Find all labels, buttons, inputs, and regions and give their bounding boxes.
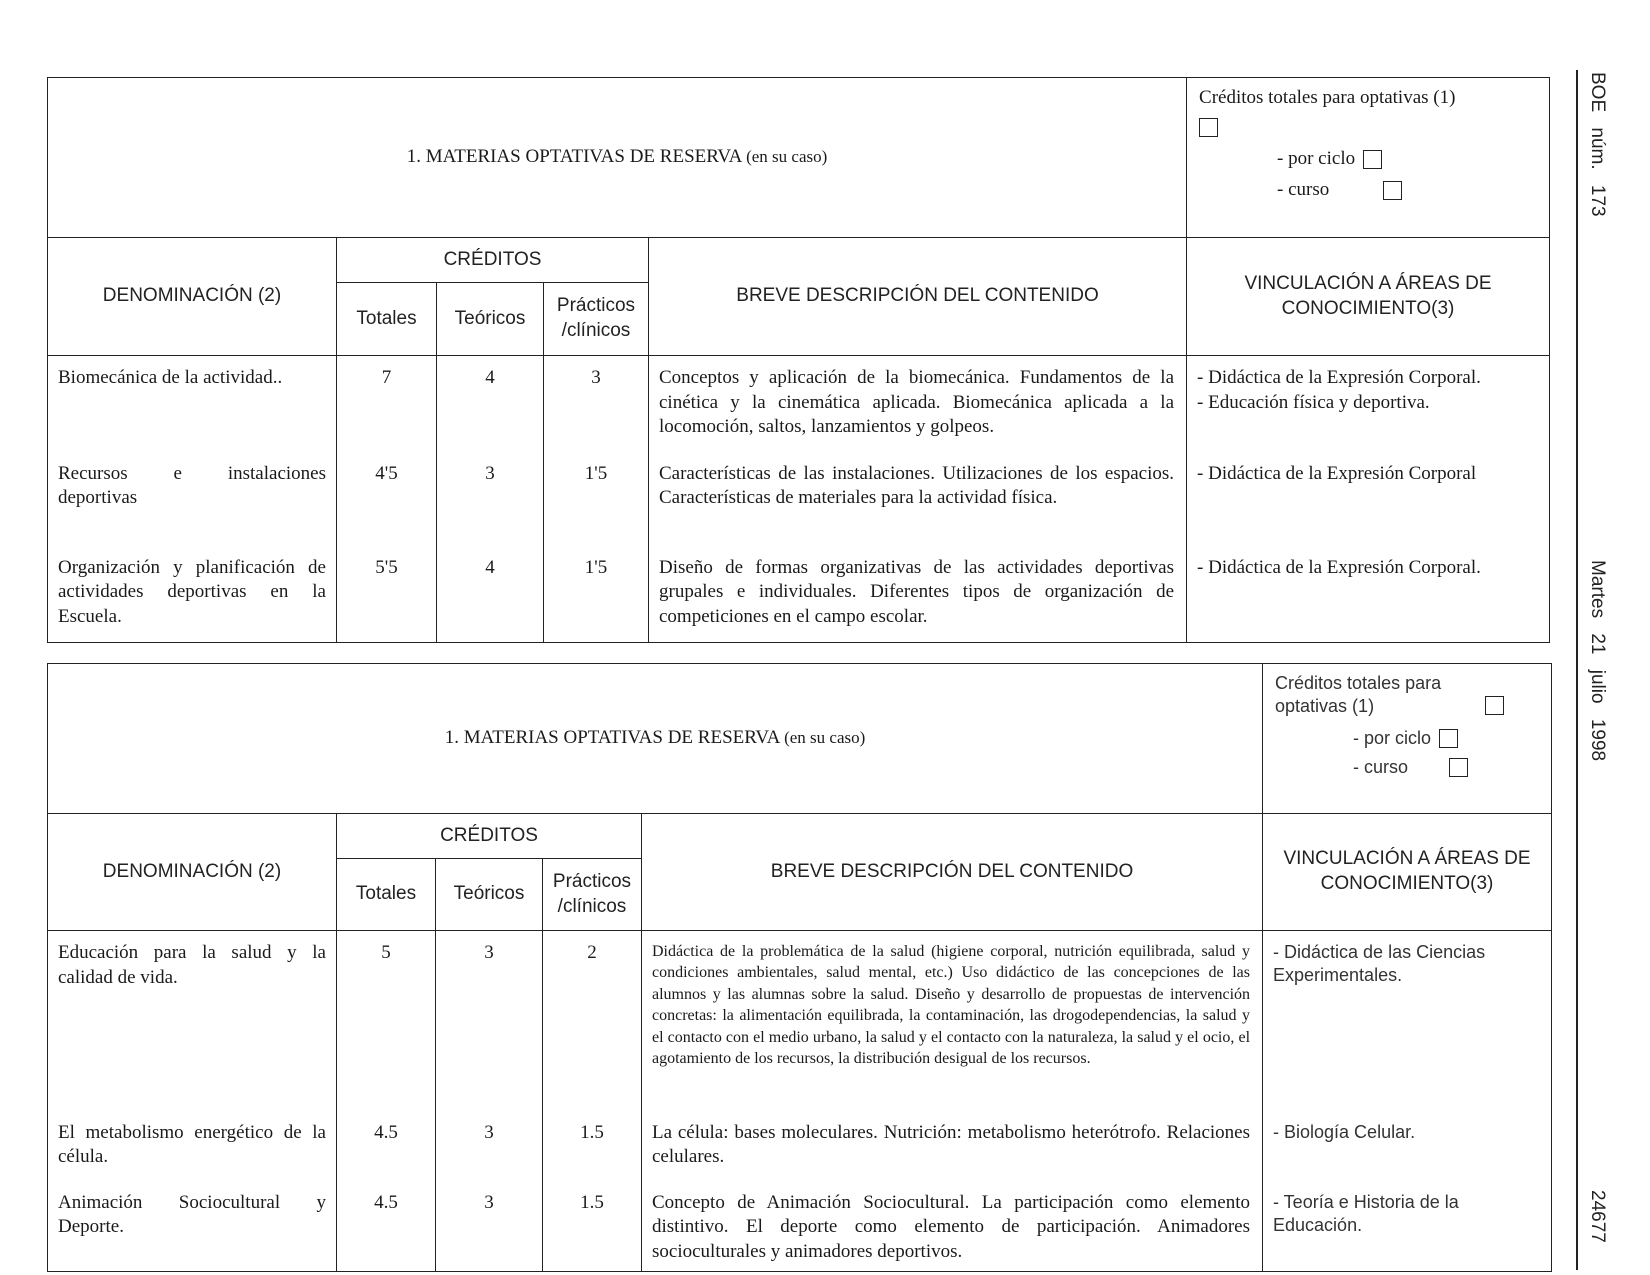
row-areas <box>1187 356 1550 452</box>
header-practicos: Prácticos /clínicos <box>543 859 642 931</box>
header-totales: Totales <box>337 283 437 356</box>
header-creditos: CRÉDITOS <box>337 814 642 859</box>
row-practicos: 1.5 <box>543 1181 642 1272</box>
row-practicos: 1.5 <box>543 1111 642 1181</box>
por-ciclo-label: - por ciclo <box>1353 727 1432 748</box>
row-name: Educación para la salud y la calidad de vida. <box>48 931 337 1111</box>
row-name: Recursos e instalaciones deportivas <box>48 452 337 546</box>
curso-checkbox[interactable] <box>1449 758 1468 777</box>
por-ciclo-label: - por ciclo <box>1277 148 1356 170</box>
journal-number: BOE núm. 173 <box>1587 72 1608 217</box>
row-areas <box>1263 1111 1552 1181</box>
row-totales: 4.5 <box>337 1111 436 1181</box>
header-teoricos: Teóricos <box>437 283 544 356</box>
row-teoricos: 3 <box>436 1181 543 1272</box>
table-title: 1. MATERIAS OPTATIVAS DE RESERVA (en su caso) <box>48 664 1263 814</box>
row-teoricos: 3 <box>436 1111 543 1181</box>
area-item: - Didáctica de las Ciencias Experimentales. <box>1273 942 1486 986</box>
row-description: Conceptos y aplicación de la biomecánica. Fundamentos de la cinética y la cinemática aplicada. Biomecánica aplicada a la locomoción, saltos, lanzamientos y golpeos. <box>649 356 1187 452</box>
header-vinculacion: VINCULACIÓN A ÁREAS DE CONOCIMIENTO(3) <box>1263 814 1552 931</box>
row-name: Biomecánica de la actividad.. <box>48 356 337 452</box>
row-teoricos: 3 <box>436 931 543 1111</box>
header-practicos: Prácticos /clínicos <box>544 283 649 356</box>
row-areas <box>1263 931 1552 1111</box>
header-denominacion: DENOMINACIÓN (2) <box>48 814 337 931</box>
margin-rule <box>1576 70 1578 1270</box>
total-checkbox[interactable] <box>1485 696 1504 715</box>
row-teoricos: 4 <box>437 546 544 643</box>
table-title: 1. MATERIAS OPTATIVAS DE RESERVA (en su caso) <box>48 78 1187 238</box>
row-description: Concepto de Animación Sociocultural. La participación como elemento distintivo. El deporte como elemento de participación. Animadores socioculturales y animadores deportivos. <box>642 1181 1263 1272</box>
area-item: - Didáctica de la Expresión Corporal. <box>1197 556 1481 578</box>
header-descripcion: BREVE DESCRIPCIÓN DEL CONTENIDO <box>649 238 1187 356</box>
row-description: Características de las instalaciones. Utilizaciones de los espacios. Características de materiales para la actividad física. <box>649 452 1187 546</box>
row-totales: 4'5 <box>337 452 437 546</box>
optativas-credits-box <box>1263 664 1552 814</box>
row-description: Diseño de formas organizativas de las actividades deportivas grupales e individuales. Diferentes tipos de organización de competiciones en el campo escolar. <box>649 546 1187 643</box>
area-item: - Didáctica de la Expresión Corporal. <box>1197 367 1481 388</box>
row-practicos: 3 <box>544 356 649 452</box>
header-totales: Totales <box>337 859 436 931</box>
row-totales: 5'5 <box>337 546 437 643</box>
area-item: - Didáctica de la Expresión Corporal <box>1197 462 1477 484</box>
row-practicos: 1'5 <box>544 452 649 546</box>
por-ciclo-checkbox[interactable] <box>1363 150 1382 169</box>
table-optativas-1 <box>47 77 1550 643</box>
header-vinculacion: VINCULACIÓN A ÁREAS DE CONOCIMIENTO(3) <box>1187 238 1550 356</box>
row-areas <box>1263 1181 1552 1272</box>
header-denominacion: DENOMINACIÓN (2) <box>48 238 337 356</box>
por-ciclo-checkbox[interactable] <box>1439 729 1458 748</box>
row-description: Didáctica de la problemática de la salud (higiene corporal, nutrición equilibrada, salud y condiciones ambientales, salud mental, etc.) Uso didáctico de las concepciones de las alumnos y las alumnas sobre la salud. Diseño y desarrollo de propuestas de intervención concretas: la alimentación equilibrada, la contaminación, las drogodependencias, la salud y el contacto con el medio urbano, la salud y el contacto con la naturaleza, la salud y el ocio, el agotamiento de los recursos, la distribución desigual de los recursos. <box>642 931 1263 1111</box>
optativas-label: Créditos totales para optativas (1) <box>1199 87 1456 108</box>
row-description: La célula: bases moleculares. Nutrición: metabolismo heterótrofo. Relaciones celulares. <box>642 1111 1263 1181</box>
area-item: - Educación física y deportiva. <box>1197 391 1430 413</box>
header-teoricos: Teóricos <box>436 859 543 931</box>
total-checkbox[interactable] <box>1199 118 1218 137</box>
page-number: 24677 <box>1587 1190 1608 1243</box>
curso-label: - curso <box>1277 179 1330 201</box>
row-areas <box>1187 546 1550 643</box>
row-totales: 7 <box>337 356 437 452</box>
row-teoricos: 3 <box>437 452 544 546</box>
area-item: - Biología Celular. <box>1273 1121 1416 1142</box>
header-descripcion: BREVE DESCRIPCIÓN DEL CONTENIDO <box>642 814 1263 931</box>
optativas-label: Créditos totales para optativas (1) <box>1275 673 1442 717</box>
row-name: Organización y planificación de actividades deportivas en la Escuela. <box>48 546 337 643</box>
row-totales: 5 <box>337 931 436 1111</box>
curso-label: - curso <box>1353 757 1409 778</box>
area-item: - Teoría e Historia de la Educación. <box>1273 1191 1459 1235</box>
publication-date: Martes 21 julio 1998 <box>1587 560 1608 762</box>
row-totales: 4.5 <box>337 1181 436 1272</box>
row-areas <box>1187 452 1550 546</box>
table-optativas-2 <box>47 663 1552 1272</box>
row-teoricos: 4 <box>437 356 544 452</box>
row-practicos: 2 <box>543 931 642 1111</box>
header-creditos: CRÉDITOS <box>337 238 649 283</box>
row-practicos: 1'5 <box>544 546 649 643</box>
row-name: El metabolismo energético de la célula. <box>48 1111 337 1181</box>
row-name: Animación Sociocultural y Deporte. <box>48 1181 337 1272</box>
optativas-credits-box <box>1187 78 1550 238</box>
curso-checkbox[interactable] <box>1383 181 1402 200</box>
